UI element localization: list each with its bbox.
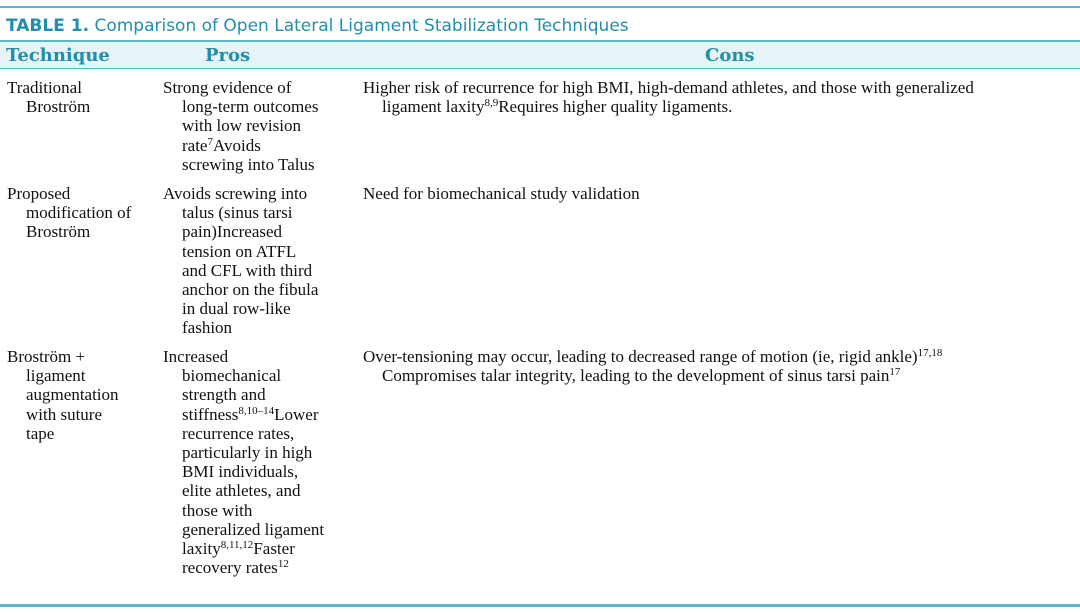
table-row-1-cons: Higher risk of recurrence for high BMI, high-demand athletes, and those with generalized ligament laxity$^{8,9}$Requires higher quality ligaments. <box>363 78 974 117</box>
table-row-3-pros: Increased biomechanical strength and stiffness$^{8,10-14}$Lower recurrence rates, particularly in high BMI individuals, elite athletes, and those with generalized ligament laxity$^{8,11,12}$Faster recovery rates$^{12}$ <box>163 347 325 578</box>
table-header-row <box>0 42 1080 68</box>
table-row-1-pros: Strong evidence of long-term outcomes with low revision rate$^7$Avoids screwing into Talus <box>163 78 319 174</box>
table-caption-title: Comparison of Open Lateral Ligament Stabilization Techniques <box>94 16 629 36</box>
header-bottom-rule <box>0 68 1080 69</box>
table-bottom-rule <box>0 604 1080 607</box>
table-row-3-technique: Broström + ligament augmentation with suture tape <box>7 347 119 443</box>
table-row-1-technique: Traditional Broström <box>7 78 91 117</box>
table-caption <box>6 16 629 36</box>
table-top-rule <box>0 6 1080 8</box>
table-row-2-pros: Avoids screwing into talus (sinus tarsi pain)Increased tension on ATFL and CFL with third anchor on the fibula in dual row-like fashion <box>163 184 319 338</box>
column-header-cons: Cons <box>705 45 755 66</box>
table-row-2-cons: Need for biomechanical study validation <box>363 184 640 203</box>
column-header-technique: Technique <box>6 45 110 66</box>
table-row-3-cons: Over-tensioning may occur, leading to decreased range of motion (ie, rigid ankle)$^{17,18}$ Compromises talar integrity, leading to the development of sinus tarsi pain$^{17}$ <box>363 347 943 386</box>
column-header-pros: Pros <box>205 45 251 66</box>
table-row-2-technique: Proposed modification of Broström <box>7 184 132 242</box>
table-caption-label: TABLE 1. <box>6 16 90 36</box>
